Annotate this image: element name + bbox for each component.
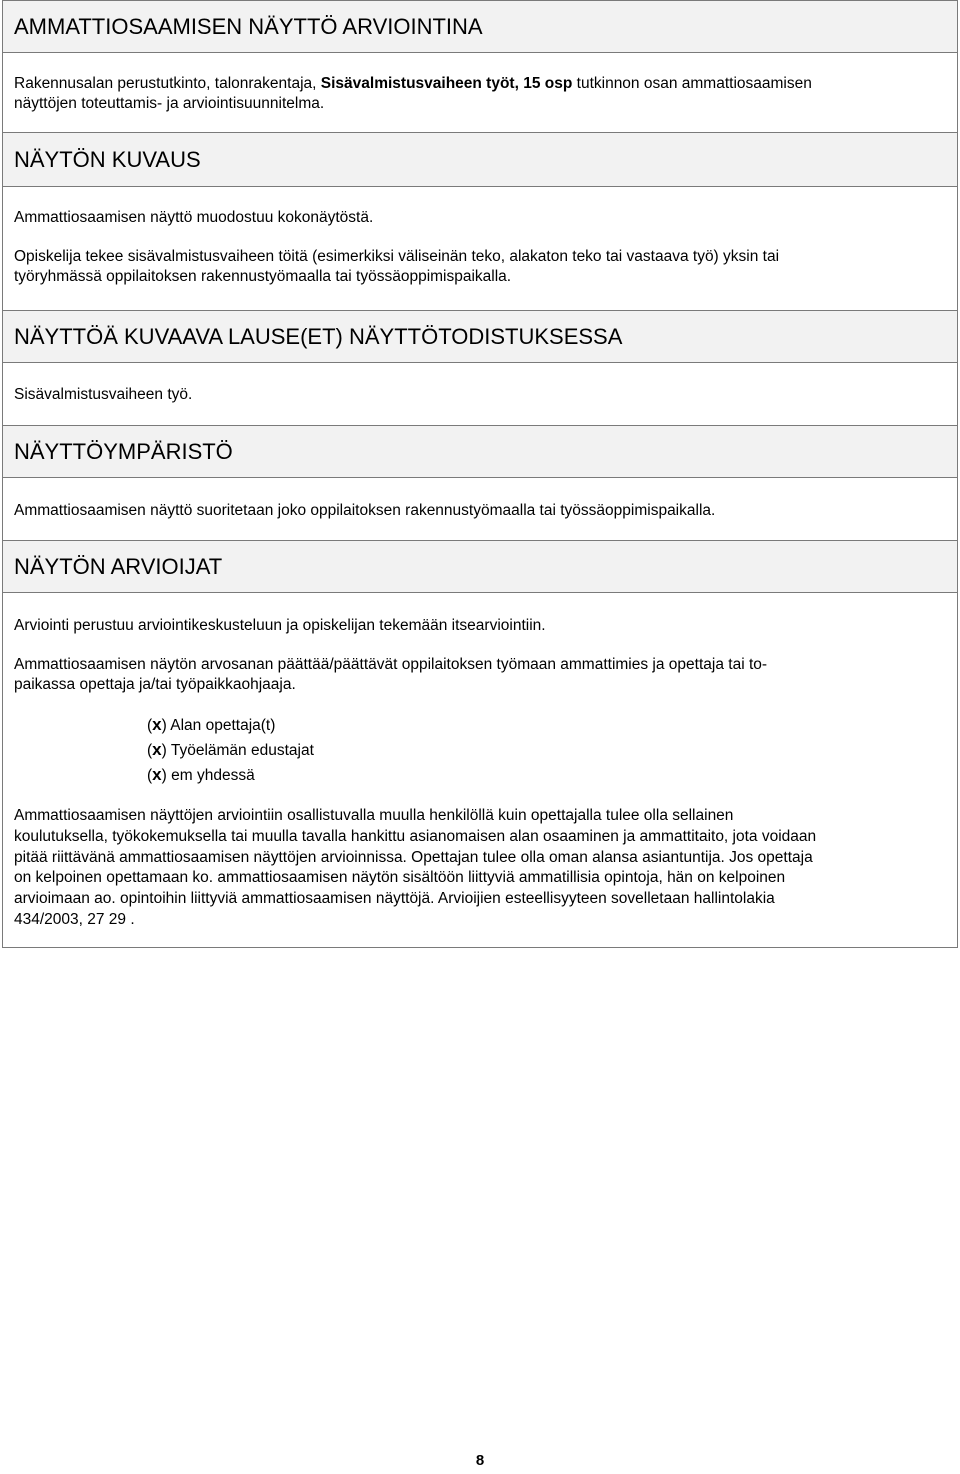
arvioijat-paragraph-1: Arviointi perustuu arviointikeskusteluun ja opiskelijan tekemään itsearviointiin.: [14, 617, 546, 634]
kuvaus-heading-text: NÄYTÖN KUVAUS: [14, 146, 201, 172]
check-mark: x: [152, 740, 162, 759]
arvioijat-paragraph-2-line-2: paikassa opettaja ja/tai työpaikkaohjaaja.: [14, 676, 296, 693]
check-close-paren: ): [161, 767, 167, 784]
paragraph-line: on kelpoinen opettamaan ko. ammattiosaamisen näytön sisältöön liittyviä ammatillisia opintoja, hän on kelpoinen: [14, 869, 786, 887]
paragraph-line: arvioimaan ao. opintoihin liittyviä ammattiosaamisen näyttöjä. Arvioijien esteellisyyteen sovelletaan hallintolakia: [14, 890, 775, 908]
ymparisto-text: Ammattiosaamisen näyttö suoritetaan joko oppilaitoksen rakennustyömaalla tai työssäoppimispaikalla.: [14, 502, 716, 519]
lause-section: [3, 363, 957, 425]
check-close-paren: ): [161, 742, 167, 759]
checklist-item-working-life: [147, 737, 946, 762]
lause-heading: [3, 310, 957, 363]
checklist-item-together: [147, 762, 946, 787]
ymparisto-heading: [3, 425, 957, 478]
ymparisto-section: [3, 478, 957, 540]
intro-section: [3, 53, 957, 132]
kuvaus-paragraph-1: Ammattiosaamisen näyttö muodostuu kokonäytöstä.: [14, 209, 374, 226]
assessment-document: [2, 0, 958, 948]
evaluator-checklist: [14, 712, 946, 787]
arvioijat-paragraph-2: [14, 655, 946, 695]
intro-paragraph: [14, 74, 946, 114]
kuvaus-paragraph-2: [14, 247, 946, 287]
check-mark: x: [152, 715, 162, 734]
check-open-paren: (: [147, 717, 153, 734]
page-number: 8: [475, 1452, 485, 1469]
lause-heading-text: NÄYTTÖÄ KUVAAVA LAUSE(ET) NÄYTTÖTODISTUKSESSA: [14, 323, 623, 349]
kuvaus-paragraph-2-line-1: Opiskelija tekee sisävalmistusvaiheen töitä (esimerkiksi väliseinän teko, alakaton teko tai vastaava työ) yksin tai: [14, 248, 780, 265]
kuvaus-heading: [3, 132, 957, 187]
kuvaus-paragraph-2-line-2: työryhmässä oppilaitoksen rakennustyömaalla tai työssäoppimispaikalla.: [14, 268, 512, 285]
paragraph-line: 434/2003, 27 29 .: [14, 910, 135, 928]
checklist-label: Alan opettaja(t): [170, 717, 276, 734]
intro-qualification-unit: Sisävalmistusvaiheen työt, 15 osp: [320, 75, 573, 92]
arvioijat-paragraph-2-line-1: Ammattiosaamisen näytön arvosanan päättää/päättävät oppilaitoksen työmaan ammattimies ja opettaja tai to-: [14, 656, 768, 673]
check-close-paren: ): [161, 717, 167, 734]
check-open-paren: (: [147, 767, 153, 784]
lause-text: Sisävalmistusvaiheen työ.: [14, 386, 193, 403]
arvioijat-section: [3, 593, 957, 947]
arvioijat-heading-text: NÄYTÖN ARVIOIJAT: [14, 553, 223, 579]
kuvaus-section: [3, 187, 957, 310]
ymparisto-heading-text: NÄYTTÖYMPÄRISTÖ: [14, 438, 233, 464]
checklist-label: Työelämän edustajat: [170, 742, 314, 759]
check-open-paren: (: [147, 742, 153, 759]
document-title: [3, 1, 957, 53]
document-title-text: AMMATTIOSAAMISEN NÄYTTÖ ARVIOINTINA: [14, 13, 483, 39]
check-mark: x: [152, 765, 162, 784]
paragraph-line: Ammattiosaamisen näyttöjen arviointiin osallistuvalla muulla henkilöllä kuin opettajalla tulee olla sellainen: [14, 807, 734, 824]
arvioijat-heading: [3, 540, 957, 593]
arvioijat-paragraph-3: [14, 806, 946, 931]
paragraph-line: pitää riittävänä ammattiosaamisen näyttöjen arvioinnissa. Opettajan tulee olla oman alansa asiantuntija. Jos opettaja: [14, 848, 813, 866]
intro-text-2: tutkinnon osan ammattiosaamisen: [576, 75, 812, 92]
intro-text-3: näyttöjen toteuttamis- ja arviointisuunnitelma.: [14, 95, 325, 112]
checklist-item-teachers: [147, 712, 946, 737]
paragraph-line: koulutuksella, työkokemuksella tai muulla tavalla hankittu asianomaisen alan osaaminen ja ammattitaito, jota voidaan: [14, 827, 817, 845]
intro-text-1: Rakennusalan perustutkinto, talonrakentaja,: [14, 75, 317, 92]
checklist-label: em yhdessä: [171, 767, 255, 784]
